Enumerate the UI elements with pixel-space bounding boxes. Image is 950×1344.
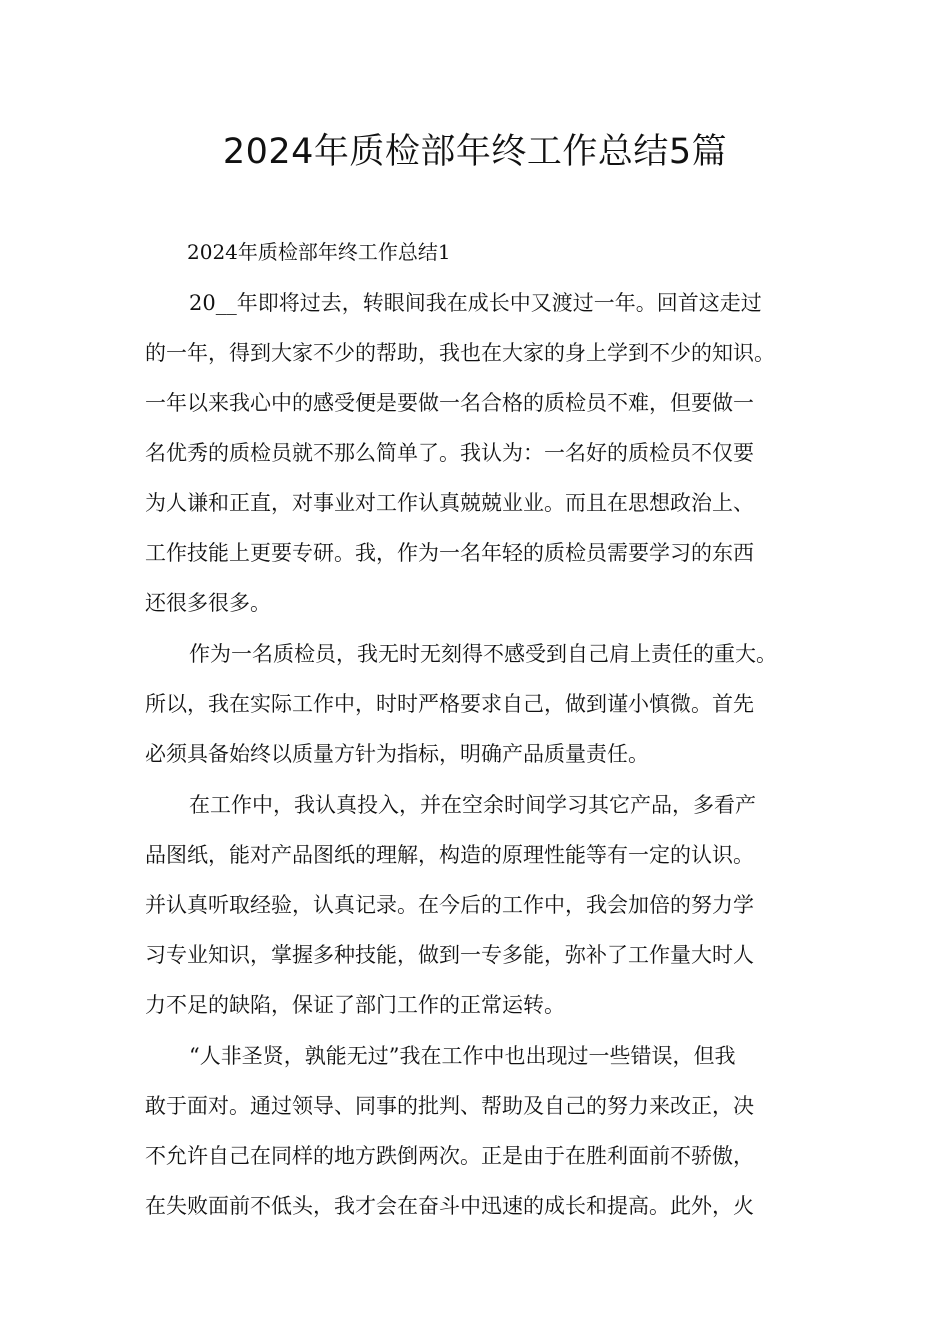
document-title: 2024年质检部年终工作总结5篇 [222,132,728,172]
text-line: 20__年即将过去，转眼间我在成长中又渡过一年。回首这走过 [189,291,762,315]
text-line: 在工作中，我认真投入，并在空余时间学习其它产品，多看产 [189,793,756,817]
text-line: 品图纸，能对产品图纸的理解，构造的原理性能等有一定的认识。 [145,843,754,867]
text-line: 为人谦和正直，对事业对工作认真兢兢业业。而且在思想政治上、 [145,491,754,515]
paragraph-4 [145,1037,807,1225]
text-line: 不允许自己在同样的地方跌倒两次。正是由于在胜利面前不骄傲， [145,1144,754,1168]
paragraph-1 [145,284,807,622]
text-line: 敢于面对。通过领导、同事的批判、帮助及自己的努力来改正，决 [145,1094,754,1118]
text-line: 一年以来我心中的感受便是要做一名合格的质检员不难，但要做一 [145,391,754,415]
text-line: 并认真听取经验，认真记录。在今后的工作中，我会加倍的努力学 [145,893,754,917]
paragraph-3 [145,786,807,1024]
text-line: 工作技能上更要专研。我，作为一名年轻的质检员需要学习的东西 [145,541,754,565]
text-line: “人非圣贤，孰能无过”我在工作中也出现过一些错误，但我 [189,1044,736,1068]
text-line: 在失败面前不低头，我才会在奋斗中迅速的成长和提高。此外，火 [145,1194,754,1218]
text-line: 还很多很多。 [145,591,271,615]
text-line: 的一年，得到大家不少的帮助，我也在大家的身上学到不少的知识。 [145,341,775,365]
text-line: 力不足的缺陷，保证了部门工作的正常运转。 [145,993,565,1017]
text-line: 名优秀的质检员就不那么简单了。我认为：一名好的质检员不仅要 [145,441,754,465]
section-title: 2024年质检部年终工作总结1 [187,240,451,264]
document-body [145,233,807,1238]
text-line: 习专业知识，掌握多种技能，做到一专多能，弥补了工作量大时人 [145,943,754,967]
paragraph-2 [145,635,807,773]
text-line: 所以，我在实际工作中，时时严格要求自己，做到谨小慎微。首先 [145,692,754,716]
text-line: 必须具备始终以质量方针为指标，明确产品质量责任。 [145,742,649,766]
text-line: 作为一名质检员，我无时无刻得不感受到自己肩上责任的重大。 [189,642,777,666]
